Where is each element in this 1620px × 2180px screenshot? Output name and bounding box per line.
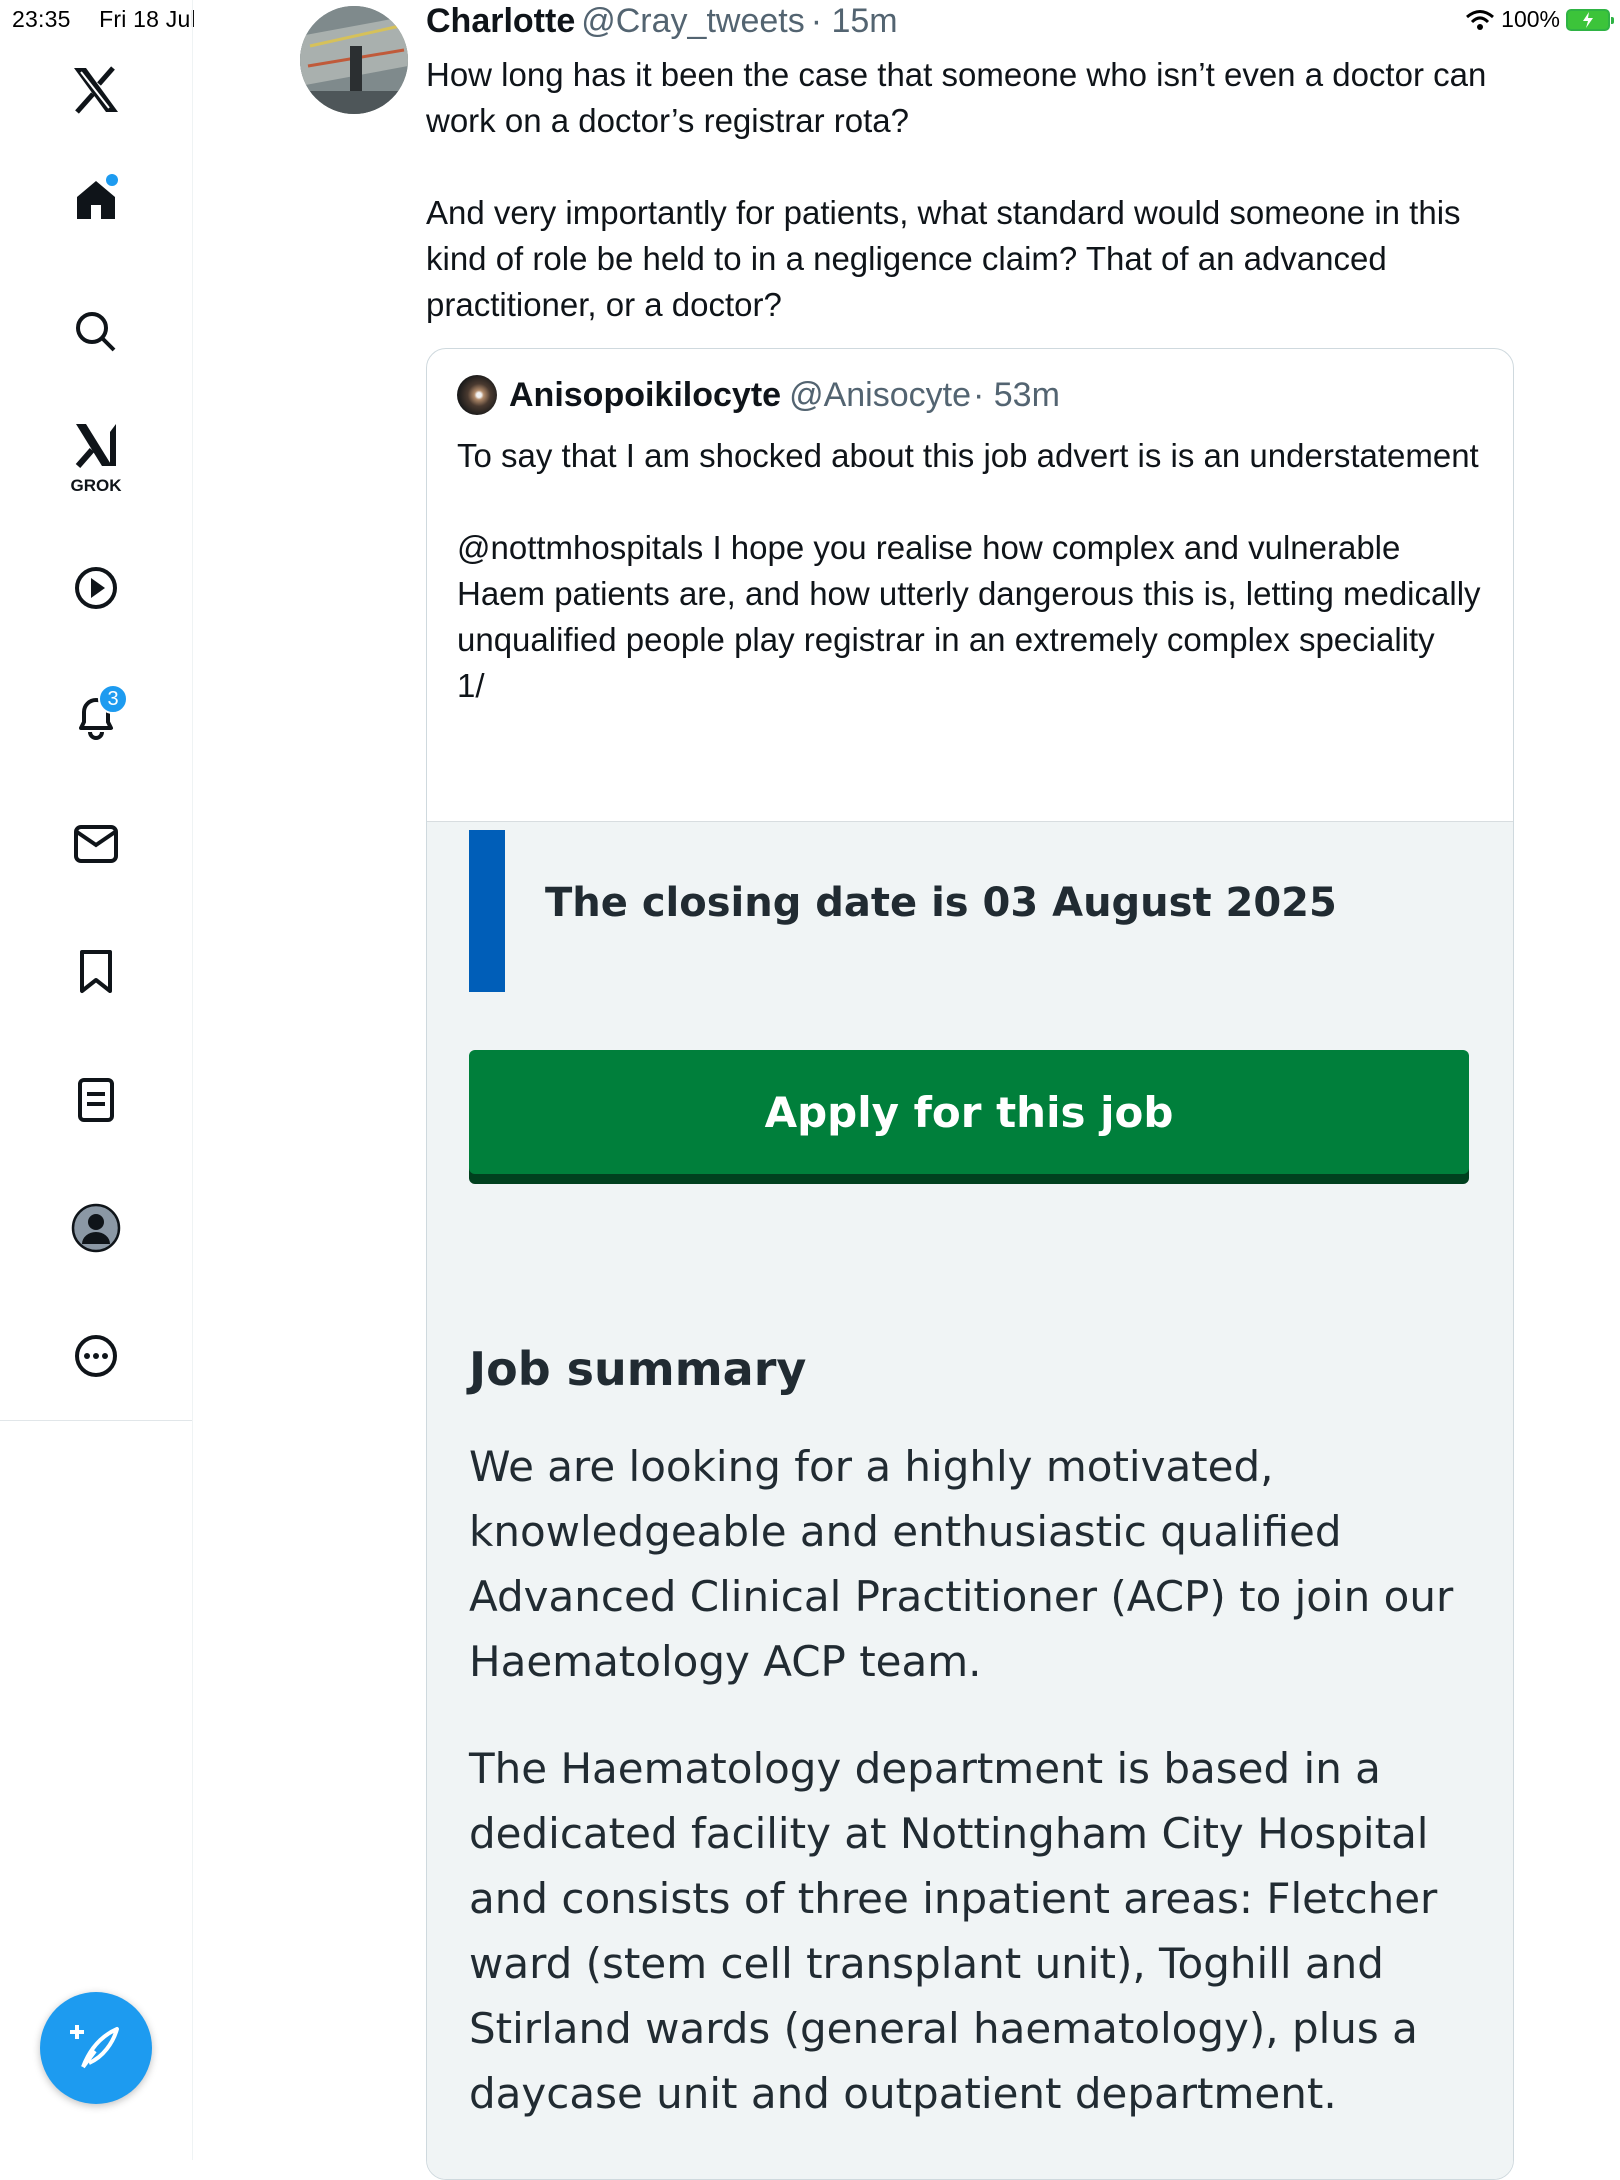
bookmarks-icon [76, 949, 116, 995]
grok-icon [72, 422, 120, 468]
closing-date-text: The closing date is 03 August 2025 [545, 880, 1337, 926]
quote-header [457, 375, 1060, 415]
quote-paragraph: To say that I am shocked about this job advert is is an understatement [457, 437, 1479, 474]
apply-for-job-button: Apply for this job [469, 1050, 1469, 1174]
sidebar-item-profile[interactable] [56, 1188, 136, 1268]
video-icon [73, 565, 119, 611]
sidebar-item-grok[interactable] [56, 414, 136, 494]
sidebar-item-lists[interactable] [56, 1060, 136, 1140]
tweet-paragraph: How long has it been the case that someone who isn’t even a doctor can work on a doctor’s registrar rota? [426, 56, 1487, 139]
search-icon [74, 310, 118, 354]
tweet-author-avatar[interactable] [300, 6, 408, 114]
quote-text [457, 433, 1487, 755]
more-icon [73, 1333, 119, 1379]
sidebar-item-video[interactable] [56, 548, 136, 628]
lists-icon [76, 1077, 116, 1123]
quote-author-avatar [457, 375, 497, 415]
battery-percent: 100% [1501, 6, 1560, 32]
closing-date-accent-bar [469, 830, 505, 992]
sidebar-item-messages[interactable] [56, 804, 136, 884]
status-bar-right [1465, 6, 1610, 33]
quote-author-handle: @Anisocyte [789, 375, 971, 414]
tweet-author-name[interactable]: Charlotte [426, 2, 576, 40]
tweet-header [426, 2, 898, 41]
sidebar-item-home[interactable] [56, 160, 136, 240]
messages-icon [73, 824, 119, 864]
notifications-badge: 3 [98, 684, 128, 714]
tweet-text [426, 52, 1526, 374]
job-summary-paragraph: We are looking for a highly motivated, knowledgeable and enthusiastic qualified Advanced Clinical Practitioner (ACP) to join our Haematology ACP team. [469, 1442, 1454, 1686]
grok-label: GROK [70, 476, 122, 495]
home-unread-dot [106, 174, 118, 186]
status-date: Fri 18 Jul [99, 6, 196, 32]
job-summary-paragraph: The Haematology department is based in a dedicated facility at Nottingham City Hospital and consists of three inpatient areas: Fletcher ward (stem cell transplant unit), Toghill and Stirland wards (general haematology), plus a daycase unit and outpatient department. [469, 1744, 1438, 2118]
sidebar-item-search[interactable] [56, 292, 136, 372]
x-logo-icon [71, 66, 121, 114]
status-time: 23:35 [12, 6, 71, 32]
tweet-paragraph: And very importantly for patients, what standard would someone in this kind of role be held to in a negligence claim? That of an advanced practitioner, or a doctor? [426, 194, 1461, 323]
sidebar-item-more[interactable] [56, 1316, 136, 1396]
quote-attached-image[interactable] [427, 821, 1513, 2180]
sidebar-item-bookmarks[interactable] [56, 932, 136, 1012]
compose-button[interactable] [40, 1992, 152, 2104]
quote-author-name: Anisopoikilocyte [509, 375, 782, 414]
tweet-author-handle[interactable]: @Cray_tweets [581, 2, 805, 40]
quote-time: · 53m [972, 375, 1060, 414]
sidebar-item-notifications[interactable] [56, 676, 136, 756]
sidebar-divider [0, 1420, 192, 1421]
quote-paragraph: @nottmhospitals I hope you realise how complex and vulnerable Haem patients are, and how utterly dangerous this is, letting medically unqualified people play registrar in an extremely complex speciality 1/ [457, 529, 1481, 704]
sidebar-item-home-logo[interactable] [56, 50, 136, 130]
job-summary-heading: Job summary [469, 1342, 807, 1396]
profile-icon [70, 1202, 122, 1254]
wifi-icon [1465, 9, 1495, 31]
quoted-tweet-card[interactable] [426, 348, 1514, 2180]
sidebar [0, 0, 193, 2160]
compose-icon [69, 2021, 123, 2075]
tweet-time[interactable]: · 15m [810, 2, 898, 40]
battery-icon [1566, 9, 1610, 31]
